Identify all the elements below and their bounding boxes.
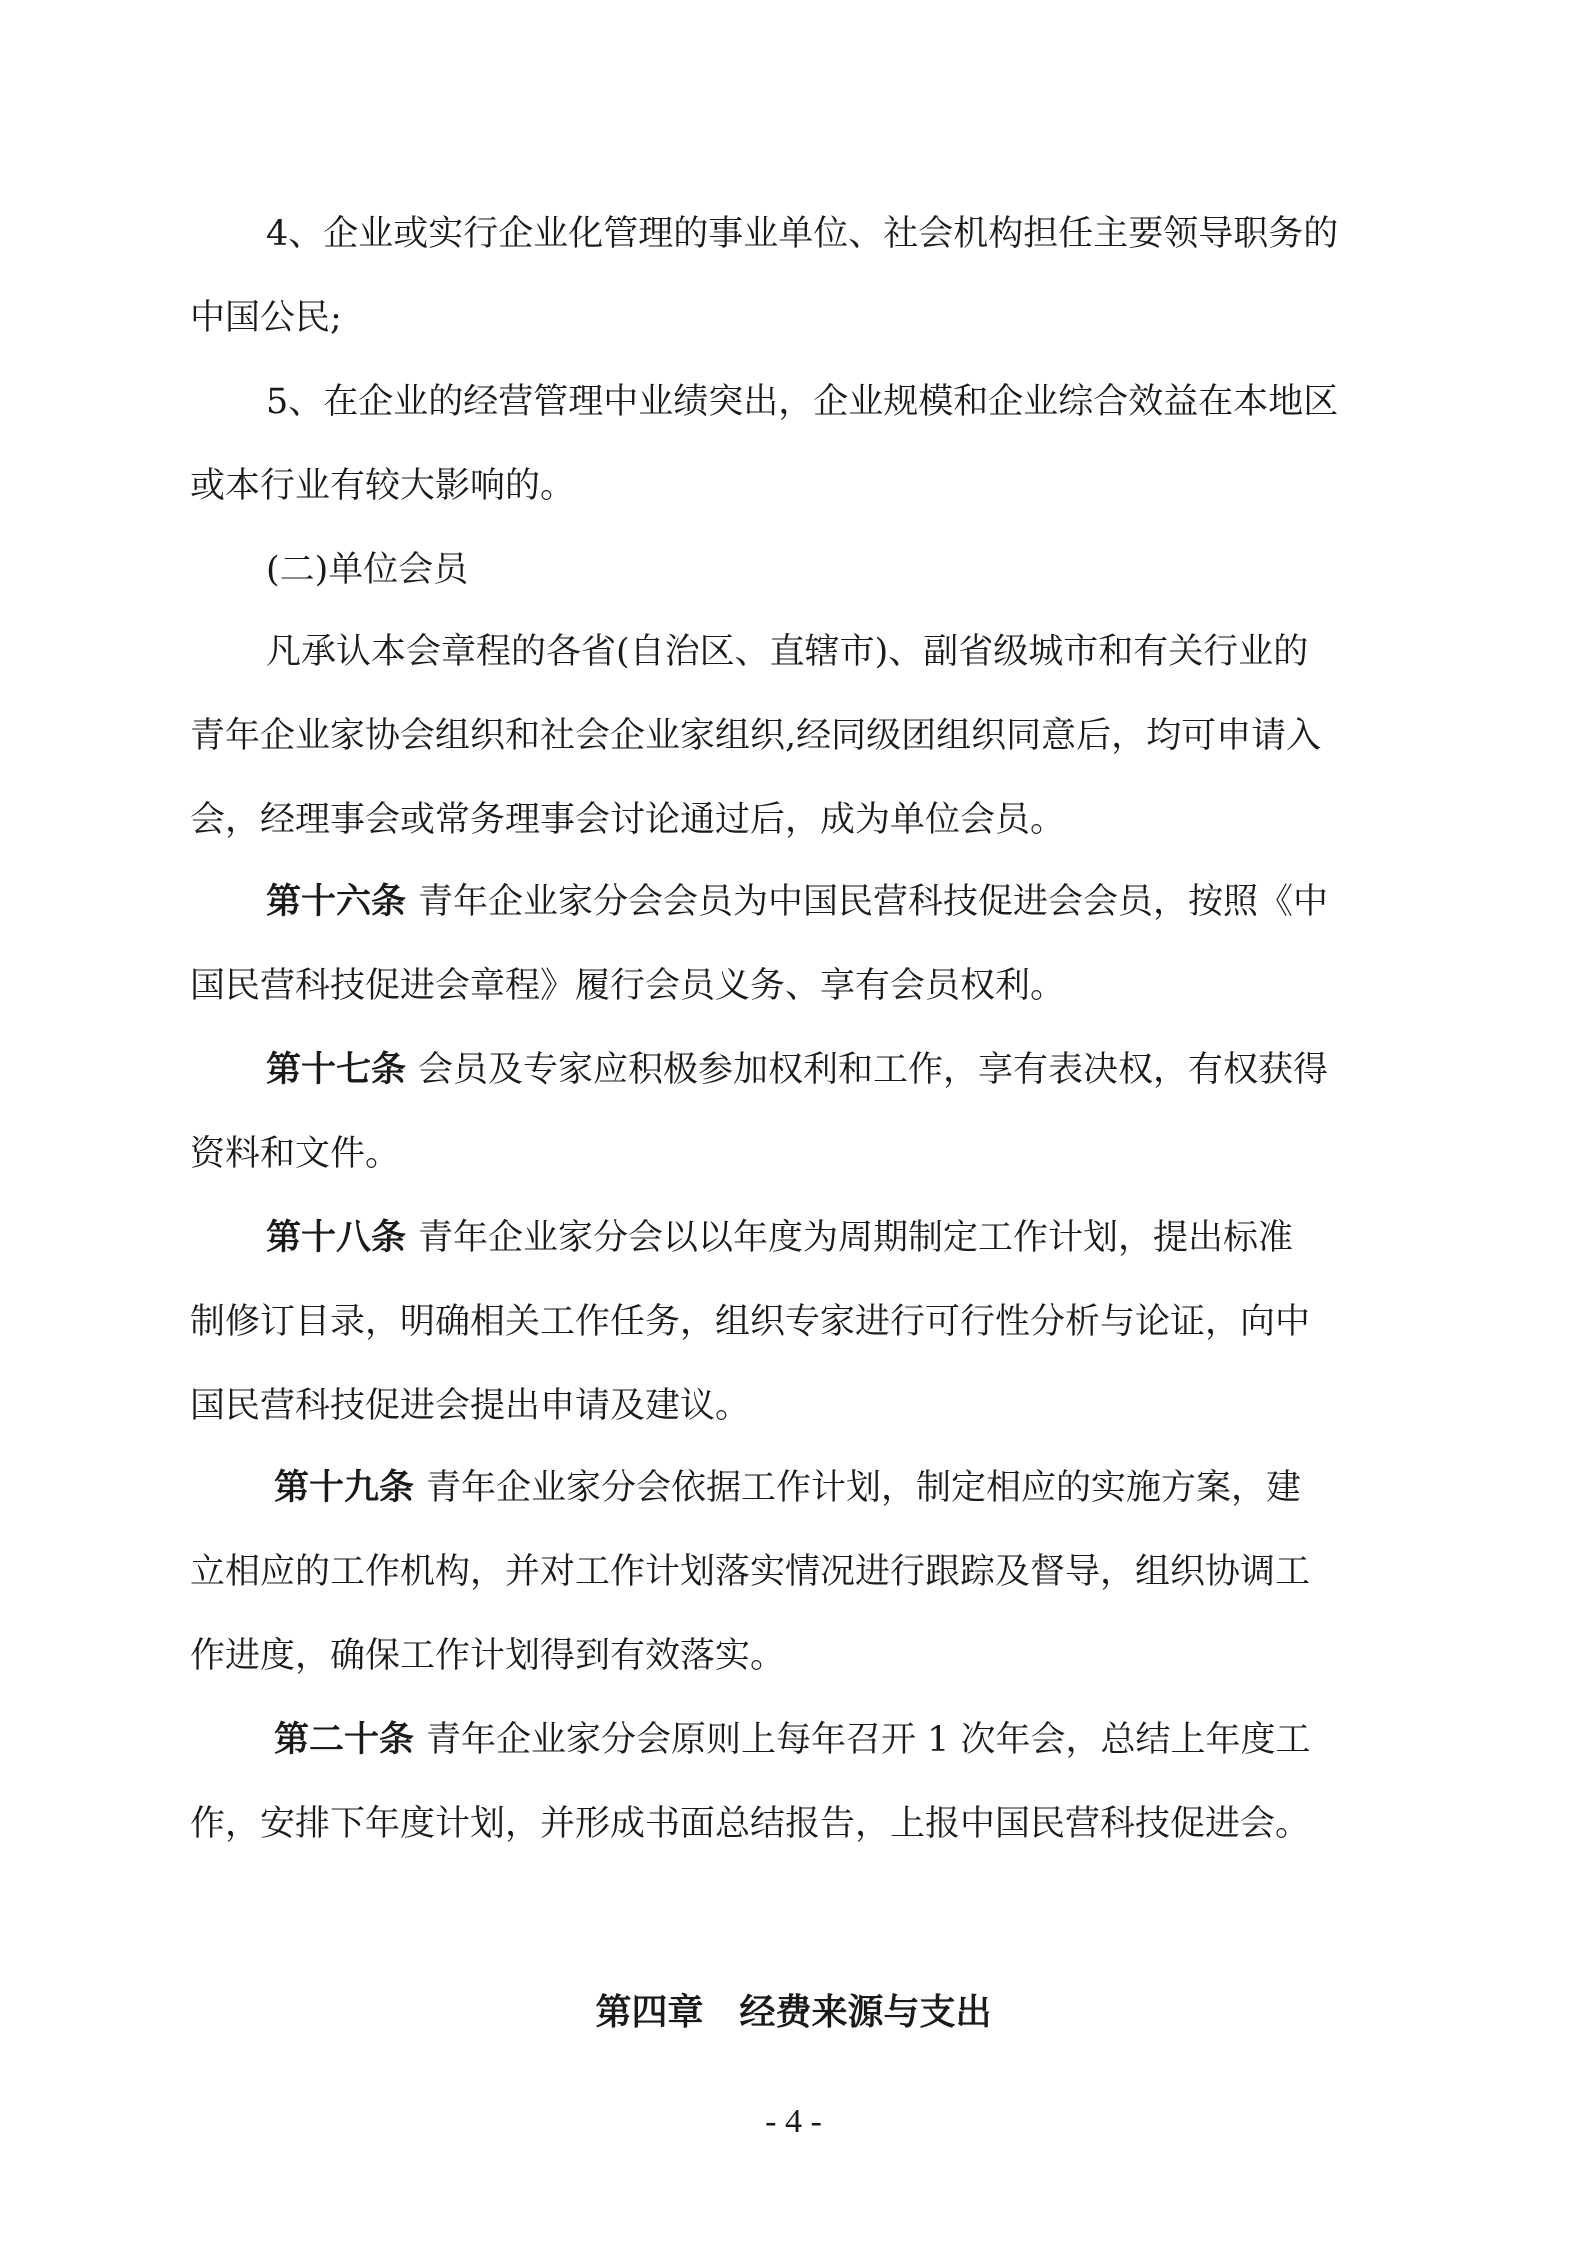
article-18-heading: 第十八条: [266, 1217, 407, 1258]
article-17-line-2: 资料和文件。: [190, 1134, 401, 1174]
item-5-line-2: 或本行业有较大影响的。: [190, 466, 576, 506]
article-18-text: 青年企业家分会以以年度为周期制定工作计划，提出标准: [418, 1218, 1294, 1258]
article-19-line-2: 立相应的工作机构，并对工作计划落实情况进行跟踪及督导，组织协调工: [190, 1552, 1311, 1592]
article-19-line-3: 作进度，确保工作计划得到有效落实。: [190, 1636, 786, 1676]
article-17-text: 会员及专家应积极参加权利和工作，享有表决权，有权获得: [418, 1050, 1329, 1090]
article-16-text: 青年企业家分会会员为中国民营科技促进会会员，按照《中: [418, 882, 1329, 922]
article-20-text: 青年企业家分会原则上每年召开 1 次年会，总结上年度工: [426, 1720, 1311, 1760]
article-20-heading: 第二十条: [274, 1719, 415, 1760]
item-4-line-1: 4、企业或实行企业化管理的事业单位、社会机构担任主要领导职务的: [266, 214, 1339, 254]
article-18-line-3: 国民营科技促进会提出申请及建议。: [190, 1386, 751, 1426]
unit-member-line-3: 会，经理事会或常务理事会讨论通过后，成为单位会员。: [190, 800, 1066, 840]
article-18-line-1: [266, 1216, 1400, 1260]
article-16-line-2: 国民营科技促进会章程》履行会员义务、享有会员权利。: [190, 966, 1066, 1006]
chapter-title: 第四章 经费来源与支出: [595, 1991, 992, 2033]
article-17-heading: 第十七条: [266, 1049, 407, 1090]
page-number: - 4 -: [765, 2103, 822, 2140]
item-4-line-2: 中国公民;: [190, 298, 342, 338]
unit-member-heading: (二)单位会员: [266, 550, 469, 590]
article-16-heading: 第十六条: [266, 881, 407, 922]
article-19-heading: 第十九条: [274, 1467, 415, 1508]
article-20-line-1: [274, 1718, 1400, 1762]
article-20-line-2: 作，安排下年度计划，并形成书面总结报告，上报中国民营科技促进会。: [190, 1804, 1311, 1844]
article-19-line-1: [274, 1466, 1400, 1510]
article-16-line-1: [266, 880, 1400, 924]
unit-member-line-2: 青年企业家协会组织和社会企业家组织,经同级团组织同意后，均可申请入: [190, 716, 1322, 756]
article-19-text: 青年企业家分会依据工作计划，制定相应的实施方案，建: [426, 1468, 1302, 1508]
article-18-line-2: 制修订目录，明确相关工作任务，组织专家进行可行性分析与论证，向中: [190, 1302, 1311, 1342]
unit-member-line-1: 凡承认本会章程的各省(自治区、直辖市)、副省级城市和有关行业的: [266, 632, 1309, 672]
article-17-line-1: [266, 1048, 1400, 1092]
item-5-line-1: 5、在企业的经营管理中业绩突出，企业规模和企业综合效益在本地区: [266, 382, 1339, 422]
